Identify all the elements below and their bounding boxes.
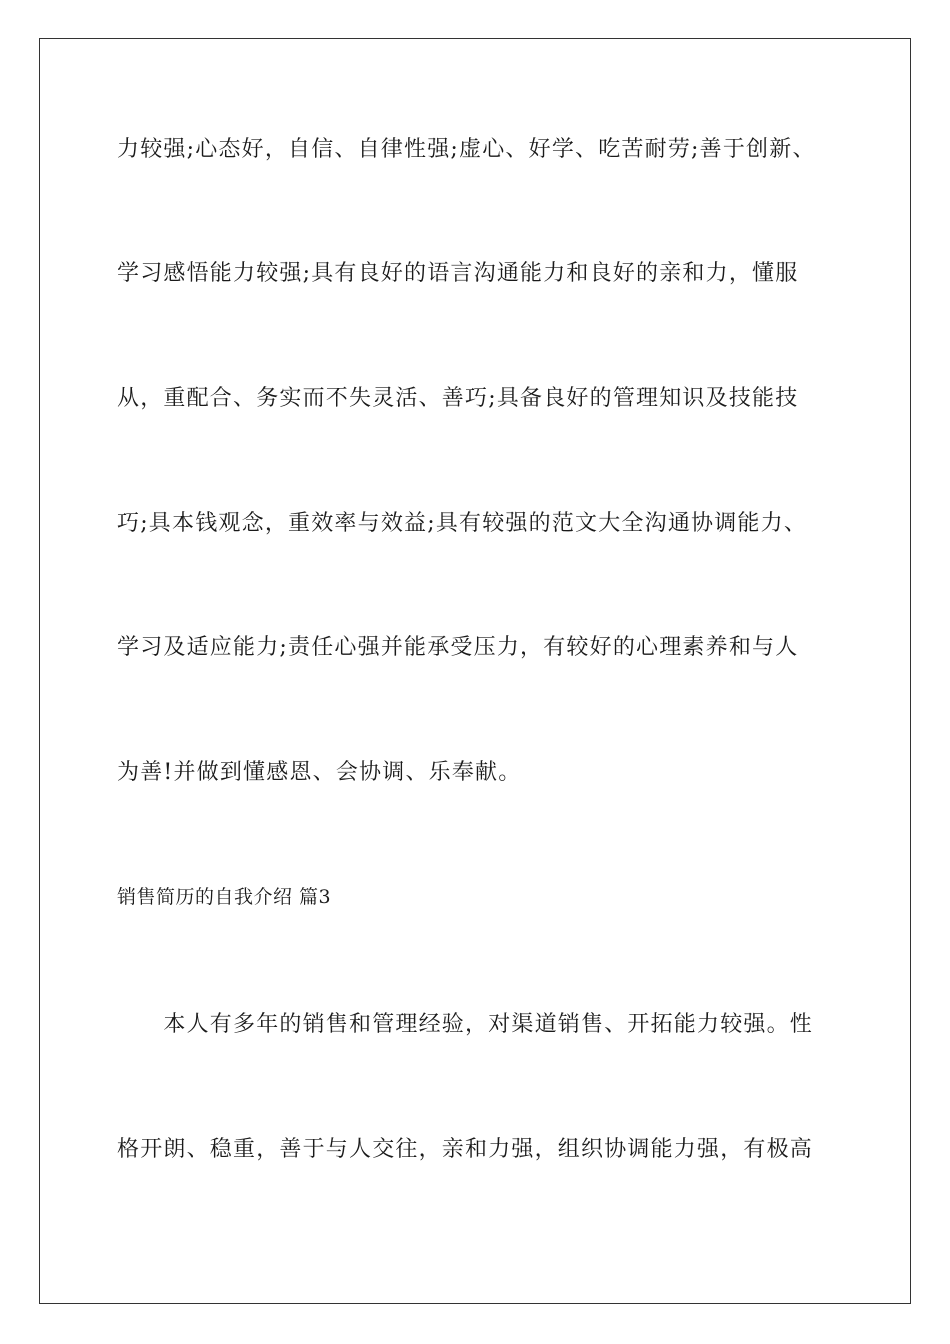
section-text-line-2: 格开朗、稳重，善于与人交往，亲和力强，组织协调能力强，有极高	[117, 1137, 814, 1162]
text-line-1: 力较强;心态好，自信、自律性强;虚心、好学、吃苦耐劳;善于创新、	[117, 137, 816, 162]
text-line-4: 巧;具本钱观念，重效率与效益;具有较强的范文大全沟通协调能力、	[117, 511, 808, 536]
text-line-6: 为善!并做到懂感恩、会协调、乐奉献。	[117, 760, 522, 785]
text-line-3: 从，重配合、务实而不失灵活、善巧;具备良好的管理知识及技能技	[117, 386, 799, 411]
section-text-line-1: 本人有多年的销售和管理经验，对渠道销售、开拓能力较强。性	[117, 1012, 814, 1037]
text-line-2: 学习感悟能力较强;具有良好的语言沟通能力和良好的亲和力，懂服	[117, 261, 799, 286]
section-heading: 销售简历的自我介绍 篇3	[117, 886, 332, 908]
text-line-5: 学习及适应能力;责任心强并能承受压力，有较好的心理素养和与人	[117, 635, 799, 660]
page-border	[39, 38, 911, 1304]
